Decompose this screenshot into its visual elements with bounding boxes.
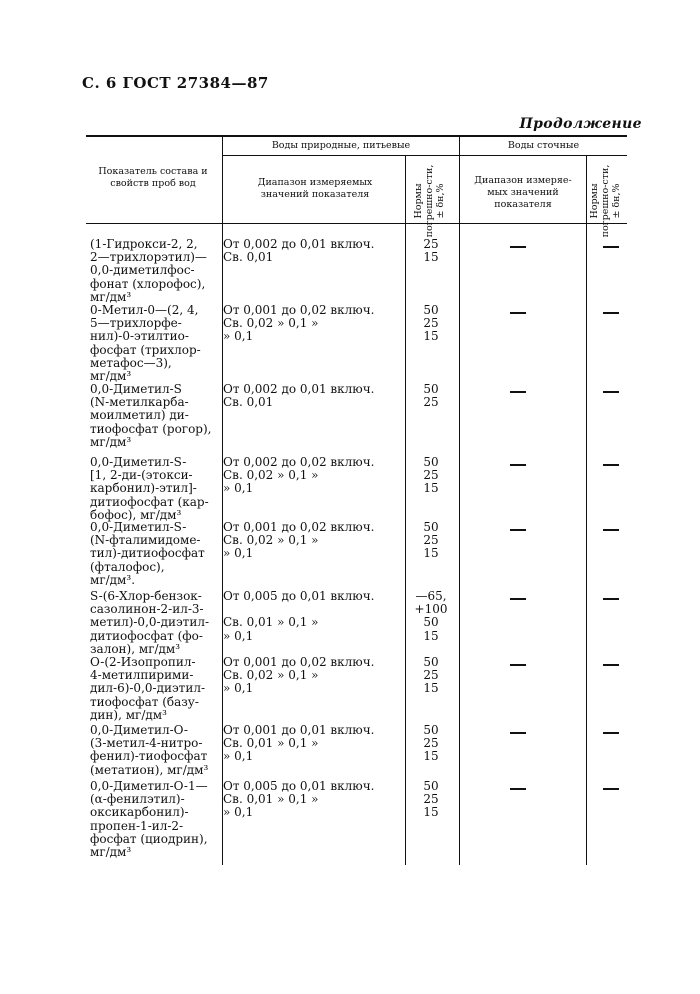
norm-value: 25 [423,468,439,483]
norm-value: 25 [423,668,439,683]
row-range [223,456,403,496]
waste-norms-dash [603,732,619,734]
indicator-line: 0,0-Диметил-S- [90,455,187,469]
waste-range-dash [510,391,526,393]
range-line: » 0,1 [223,681,254,696]
norm-value: 15 [423,250,439,265]
norm-value: +100 [414,602,448,617]
indicator-line: бофос), мг/дм³ [90,507,182,522]
indicator-line: метил)-0,0-диэтил- [90,615,209,630]
range-line: От 0,001 до 0,01 включ. [223,723,375,737]
indicator-line: тил)-дитиофосфат [90,546,205,561]
indicator-line: фонат (хлорофос), [90,276,206,291]
indicator-line: дин), мг/дм³ [90,707,167,722]
waste-range-dash [510,312,526,314]
row-norms [407,383,455,409]
waste-norms-dash [603,788,619,790]
range-line: » 0,1 [223,329,254,344]
indicator-line: 0,0-Диметил-O- [90,723,188,737]
range-line: » 0,1 [223,481,254,496]
row-norms [407,590,455,643]
indicator-line: 0,0-Диметил-S [90,382,182,396]
indicator-line: (N-фталимидоме- [90,533,201,548]
row-norms [407,724,455,764]
indicator-line: 0,0-Диметил-S- [90,520,187,534]
indicator-line: 2—трихлорэтил)— [90,250,207,265]
indicator-line: 5—трихлорфе- [90,316,182,331]
indicator-line: тиофосфат (базу- [90,694,199,709]
continuation-label: Продолжение [519,116,642,132]
indicator-line: мг/дм³. [90,572,136,587]
norm-value: 15 [423,681,439,696]
norm-value: 15 [423,749,439,764]
norm-value: 15 [423,628,439,643]
waste-norms-dash [603,664,619,666]
norm-value: 50 [423,303,439,317]
range-line: Св. 0,01 [223,250,274,265]
range-line: » 0,1 [223,546,254,561]
norm-value: 25 [423,533,439,548]
header-range-waste: Диапазон измеряе-мых значений показателя [474,175,572,210]
waste-range-dash [510,788,526,790]
row-indicator [90,521,218,587]
indicator-line: дил-6)-0,0-диэтил- [90,681,205,696]
row-indicator [90,724,218,777]
norm-value: 50 [423,455,439,469]
range-line: » 0,1 [223,628,254,643]
waste-norms-dash [603,598,619,600]
waste-range-dash [510,732,526,734]
indicator-line: тиофосфат (рогор), [90,421,212,436]
waste-range-dash [510,464,526,466]
waste-norms-dash [603,312,619,314]
row-indicator [90,304,218,383]
indicator-line: 4-метилпирими- [90,668,194,683]
indicator-line: нил)-0-этилтио- [90,329,189,344]
indicator-line: дитиофосфат (фо- [90,628,203,643]
waste-norms-dash [603,464,619,466]
row-range [223,304,403,344]
norm-value: 25 [423,736,439,751]
range-line: От 0,005 до 0,01 включ. [223,779,375,793]
range-line: От 0,001 до 0,02 включ. [223,655,375,669]
indicator-line: [1, 2-ди-(этокси- [90,468,193,483]
indicator-line: фосфат (циодрин), [90,831,208,846]
range-line: От 0,001 до 0,02 включ. [223,520,375,534]
header-bottom-rule [86,223,627,224]
row-indicator [90,656,218,722]
indicator-line: 0,0-диметилфос- [90,263,195,278]
norm-value: 50 [423,779,439,793]
row-indicator [90,238,218,304]
range-line: От 0,001 до 0,02 включ. [223,303,375,317]
row-norms [407,456,455,496]
range-line: Св. 0,01 » 0,1 » [223,736,319,751]
indicator-line: (1-Гидрокси-2, 2, [90,237,198,251]
range-line: От 0,002 до 0,01 включ. [223,237,375,251]
norm-value: 50 [423,655,439,669]
waste-range-dash [510,598,526,600]
norm-value: 50 [423,382,439,396]
page-header: С. 6 ГОСТ 27384—87 [82,74,269,92]
col-divider-2 [405,155,406,865]
norm-value: 25 [423,395,439,410]
indicator-line: (метатион), мг/дм³ [90,762,209,777]
row-indicator [90,456,218,522]
row-indicator [90,780,218,859]
row-norms [407,656,455,696]
header-natural-waters: Воды природные, питьевые [271,140,411,151]
row-norms [407,304,455,344]
norm-value: 50 [423,723,439,737]
header-range-natural: Диапазон измеряемых значений показателя [257,177,373,200]
waste-range-dash [510,529,526,531]
col-divider-3 [459,135,460,865]
indicator-line: S-(6-Хлор-бензок- [90,589,202,603]
range-line: Св. 0,02 » 0,1 » [223,316,319,331]
norm-value: 25 [423,792,439,807]
norm-value: 15 [423,805,439,820]
row-range [223,521,403,561]
indicator-line: (3-метил-4-нитро- [90,736,203,751]
range-line: » 0,1 [223,749,254,764]
indicator-line: сазолинон-2-ил-3- [90,602,204,617]
header-waste-waters: Воды сточные [507,140,580,151]
indicator-line: дитиофосфат (кар- [90,494,209,509]
indicator-line: мг/дм³ [90,434,132,449]
row-norms [407,521,455,561]
norm-value: 15 [423,481,439,496]
norm-value: 25 [423,316,439,331]
indicator-line: 0,0-Диметил-O-1— [90,779,208,793]
norm-value: 15 [423,329,439,344]
waste-range-dash [510,664,526,666]
range-line: Св. 0,01 » 0,1 » [223,615,319,630]
indicator-line: оксикарбонил)- [90,805,189,820]
range-line: От 0,002 до 0,01 включ. [223,382,375,396]
range-line: Св. 0,02 » 0,1 » [223,468,319,483]
row-range [223,383,403,409]
range-line: От 0,005 до 0,01 включ. [223,589,375,603]
row-range [223,590,403,643]
indicator-line: карбонил)-этил]- [90,481,197,496]
range-line: От 0,002 до 0,02 включ. [223,455,375,469]
row-range [223,780,403,820]
indicator-line: моилметил) ди- [90,408,189,423]
range-line: » 0,1 [223,805,254,820]
norm-value: —65, [415,589,447,603]
group-header-rule [223,155,627,156]
header-indicator: Показатель состава и свойств проб вод [98,166,208,189]
indicator-line: 0-Метил-0—(2, 4, [90,303,199,317]
header-norms-waste: Нормы погрешно-сти, ± δн,% [589,164,622,238]
row-norms [407,780,455,820]
range-line: Св. 0,01 [223,395,274,410]
indicator-line: (α-фенилэтил)- [90,792,185,807]
row-norms [407,238,455,264]
waste-norms-dash [603,529,619,531]
range-line: Св. 0,02 » 0,1 » [223,533,319,548]
indicator-line: мг/дм³ [90,369,132,384]
norm-value: 50 [423,520,439,534]
waste-range-dash [510,246,526,248]
row-range [223,238,403,264]
col-divider-4 [586,155,587,865]
indicator-line: фосфат (трихлор- [90,342,201,357]
row-indicator [90,383,218,449]
row-indicator [90,590,218,656]
indicator-line: O-(2-Изопропил- [90,655,196,669]
table-top-rule [86,135,627,137]
indicator-line: мг/дм³ [90,845,132,860]
indicator-line: метафос—3), [90,355,172,370]
indicator-line: (N-метилкарба- [90,395,189,410]
indicator-line: (фталофос), [90,559,165,574]
norm-value: 25 [423,237,439,251]
indicator-line: пропен-1-ил-2- [90,818,184,833]
indicator-line: залон), мг/дм³ [90,641,181,656]
norm-value: 15 [423,546,439,561]
row-range [223,656,403,696]
header-norms-natural: Нормы погрешно-сти, ± δн,% [413,164,446,238]
indicator-line: фенил)-тиофосфат [90,749,208,764]
waste-norms-dash [603,246,619,248]
range-line: Св. 0,02 » 0,1 » [223,668,319,683]
norm-value: 50 [423,615,439,630]
waste-norms-dash [603,391,619,393]
range-line: Св. 0,01 » 0,1 » [223,792,319,807]
indicator-line: мг/дм³ [90,289,132,304]
row-range [223,724,403,764]
